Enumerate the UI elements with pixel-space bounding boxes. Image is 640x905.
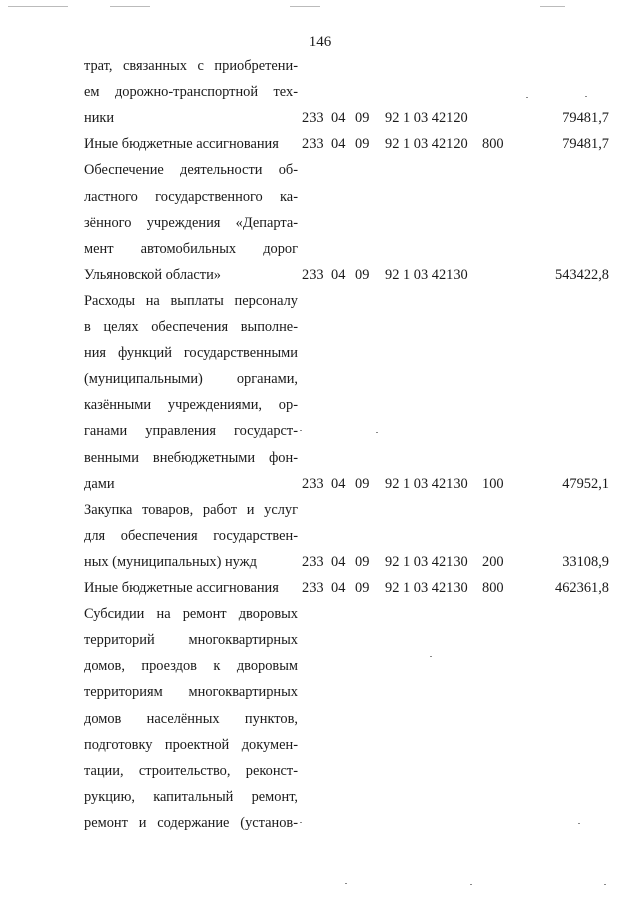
row-description: Субсидии на ремонт дворовых bbox=[84, 606, 298, 623]
scan-edge-line bbox=[290, 6, 320, 7]
amount: 543422,8 bbox=[555, 266, 609, 283]
amount: 79481,7 bbox=[562, 110, 609, 127]
amount: 79481,7 bbox=[562, 136, 609, 153]
row-description: зённого учреждения «Департа- bbox=[84, 214, 298, 231]
row-description: ремонт и содержание (установ- bbox=[84, 814, 298, 831]
expense-type-code: 800 bbox=[482, 136, 504, 153]
scan-speck bbox=[345, 883, 347, 884]
scan-speck bbox=[604, 884, 606, 885]
scan-speck bbox=[578, 823, 580, 824]
target-article-code: 92 1 03 42130 bbox=[385, 266, 468, 283]
scan-speck bbox=[376, 432, 378, 433]
row-description: домов населённых пунктов, bbox=[84, 710, 298, 727]
row-description: ники bbox=[84, 110, 115, 127]
subsection-code: 09 bbox=[355, 475, 370, 492]
row-description: ных (муниципальных) нужд bbox=[84, 553, 257, 570]
admin-code: 233 bbox=[302, 110, 324, 127]
scan-edge-line bbox=[540, 6, 565, 7]
row-description: Расходы на выплаты персоналу bbox=[84, 292, 298, 309]
row-description: (муниципальными) органами, bbox=[84, 371, 298, 388]
expense-type-code: 200 bbox=[482, 553, 504, 570]
row-description: казёнными учреждениями, ор- bbox=[84, 397, 298, 414]
target-article-code: 92 1 03 42120 bbox=[385, 110, 468, 127]
row-description: Ульяновской области» bbox=[84, 266, 221, 283]
row-description: трат, связанных с приобретени- bbox=[84, 58, 298, 74]
row-description: территорий многоквартирных bbox=[84, 632, 298, 649]
target-article-code: 92 1 03 42130 bbox=[385, 553, 468, 570]
row-description: тации, строительство, реконст- bbox=[84, 762, 298, 779]
subsection-code: 09 bbox=[355, 266, 370, 283]
row-description: Обеспечение деятельности об- bbox=[84, 162, 298, 179]
subsection-code: 09 bbox=[355, 553, 370, 570]
amount: 33108,9 bbox=[562, 553, 609, 570]
row-description: ем дорожно-транспортной тех- bbox=[84, 84, 298, 101]
admin-code: 233 bbox=[302, 553, 324, 570]
scan-speck bbox=[300, 430, 302, 431]
admin-code: 233 bbox=[302, 580, 324, 596]
row-description: ганами управления государст- bbox=[84, 423, 298, 440]
scan-speck bbox=[430, 656, 432, 657]
section-code: 04 bbox=[331, 553, 346, 570]
expense-type-code: 800 bbox=[482, 580, 504, 596]
row-description: Иные бюджетные ассигнования bbox=[84, 580, 279, 596]
scan-speck bbox=[585, 96, 587, 97]
admin-code: 233 bbox=[302, 136, 324, 153]
row-description: ния функций государственными bbox=[84, 345, 298, 362]
row-description: домов, проездов к дворовым bbox=[84, 658, 298, 675]
row-description: в целях обеспечения выполне- bbox=[84, 319, 298, 335]
row-description: венными внебюджетными фон- bbox=[84, 449, 298, 466]
subsection-code: 09 bbox=[355, 136, 370, 153]
target-article-code: 92 1 03 42120 bbox=[385, 136, 468, 153]
amount: 462361,8 bbox=[555, 580, 609, 596]
row-description: территориям многоквартирных bbox=[84, 684, 298, 701]
admin-code: 233 bbox=[302, 266, 324, 283]
scan-edge-line bbox=[110, 6, 150, 7]
row-description: рукцию, капитальный ремонт, bbox=[84, 788, 298, 805]
scan-speck bbox=[526, 97, 528, 98]
row-description: подготовку проектной докумен- bbox=[84, 736, 298, 753]
scan-speck bbox=[470, 884, 472, 885]
row-description: мент автомобильных дорог bbox=[84, 240, 298, 257]
row-description: для обеспечения государствен- bbox=[84, 527, 298, 544]
row-description: Закупка товаров, работ и услуг bbox=[84, 501, 298, 518]
section-code: 04 bbox=[331, 475, 346, 492]
section-code: 04 bbox=[331, 266, 346, 283]
section-code: 04 bbox=[331, 110, 346, 127]
scan-speck bbox=[300, 822, 302, 823]
subsection-code: 09 bbox=[355, 580, 370, 596]
row-description: дами bbox=[84, 475, 115, 492]
row-description: ластного государственного ка- bbox=[84, 188, 298, 205]
section-code: 04 bbox=[331, 136, 346, 153]
section-code: 04 bbox=[331, 580, 346, 596]
amount: 47952,1 bbox=[562, 475, 609, 492]
page-number: 146 bbox=[308, 34, 332, 50]
target-article-code: 92 1 03 42130 bbox=[385, 475, 468, 492]
target-article-code: 92 1 03 42130 bbox=[385, 580, 468, 596]
admin-code: 233 bbox=[302, 475, 324, 492]
row-description: Иные бюджетные ассигнования bbox=[84, 136, 279, 153]
scan-edge-line bbox=[8, 6, 68, 7]
expense-type-code: 100 bbox=[482, 475, 504, 492]
subsection-code: 09 bbox=[355, 110, 370, 127]
